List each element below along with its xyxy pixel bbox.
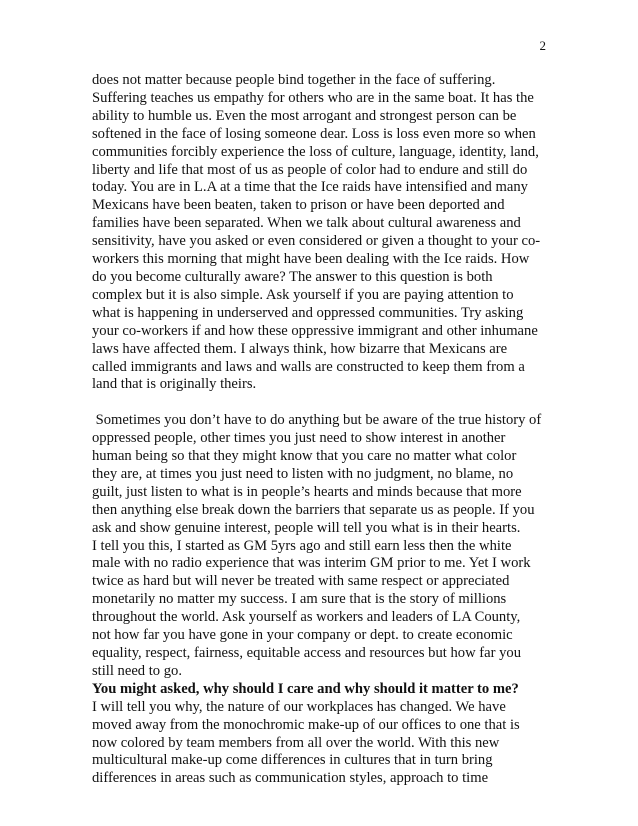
text-line: Sometimes you don’t have to do anything but be aware of the true history of: [92, 412, 542, 429]
text-line: I will tell you why, the nature of our workplaces has changed. We have: [92, 698, 506, 715]
text-line: guilt, just listen to what is in people’s hearts and minds because that more: [92, 483, 522, 500]
text-line: oppressed people, other times you just need to show interest in another: [92, 430, 506, 447]
paragraph-spacer: [92, 394, 552, 412]
text-line: your co-workers if and how these oppressive immigrant and other inhumane: [92, 322, 538, 339]
text-line: they are, at times you just need to listen with no judgment, no blame, no: [92, 465, 514, 482]
text-line: today. You are in L.A at a time that the Ice raids have intensified and many: [92, 179, 528, 196]
text-line: do you become culturally aware? The answer to this question is both: [92, 268, 493, 285]
text-line: workers this morning that might have been dealing with the Ice raids. How: [92, 251, 530, 268]
text-line: communities forcibly experience the loss of culture, language, identity, land,: [92, 143, 539, 160]
text-line: ask and show genuine interest, people will tell you what is in their hearts.: [92, 519, 521, 536]
text-line: multicultural make-up come differences in cultures that in turn bring: [92, 752, 493, 769]
paragraph-1: [92, 72, 552, 394]
text-line: called immigrants and laws and walls are constructed to keep them from a: [92, 358, 525, 375]
text-line: human being so that they might know that you care no matter what color: [92, 448, 517, 465]
text-line: sensitivity, have you asked or even considered or given a thought to your co-: [92, 233, 541, 250]
text-line: equality, respect, fairness, equitable access and resources but how far you: [92, 644, 521, 661]
section-heading: You might asked, why should I care and why should it matter to me?: [92, 680, 519, 697]
text-line: what is happening in underserved and oppressed communities. Try asking: [92, 304, 524, 321]
text-line: complex but it is also simple. Ask yourself if you are paying attention to: [92, 286, 514, 303]
text-line: now colored by team members from all over the world. With this new: [92, 734, 500, 751]
text-line: throughout the world. Ask yourself as workers and leaders of LA County,: [92, 609, 521, 626]
text-line: not how far you have gone in your company or dept. to create economic: [92, 627, 513, 644]
text-line: Suffering teaches us empathy for others who are in the same boat. It has the: [92, 89, 534, 106]
text-line: liberty and life that most of us as people of color had to endure and still do: [92, 161, 528, 178]
text-line: softened in the face of losing someone dear. Loss is loss even more so when: [92, 125, 536, 142]
text-line: moved away from the monochromic make-up of our offices to one that is: [92, 716, 520, 733]
text-line: ability to humble us. Even the most arrogant and strongest person can be: [92, 107, 517, 124]
text-line: laws have affected them. I always think, how bizarre that Mexicans are: [92, 340, 508, 357]
text-line: land that is originally theirs.: [92, 376, 257, 393]
text-line: then anything else break down the barriers that separate us as people. If you: [92, 501, 535, 518]
document-body: [92, 72, 552, 788]
paragraph-3: [92, 699, 552, 789]
text-line: differences in areas such as communication styles, approach to time: [92, 770, 489, 787]
paragraph-2: [92, 412, 552, 681]
text-line: male with no radio experience that was interim GM prior to me. Yet I work: [92, 555, 531, 572]
text-line: families have been separated. When we talk about cultural awareness and: [92, 215, 521, 232]
text-line: monetarily no matter my success. I am sure that is the story of millions: [92, 591, 507, 608]
text-line: does not matter because people bind together in the face of suffering.: [92, 72, 496, 88]
page-number: 2: [539, 38, 546, 53]
text-line: still need to go.: [92, 662, 182, 679]
text-line: Mexicans have been beaten, taken to prison or have been deported and: [92, 197, 505, 214]
text-line: twice as hard but will never be treated with same respect or appreciated: [92, 573, 510, 590]
text-line: I tell you this, I started as GM 5yrs ago and still earn less then the white: [92, 537, 512, 554]
